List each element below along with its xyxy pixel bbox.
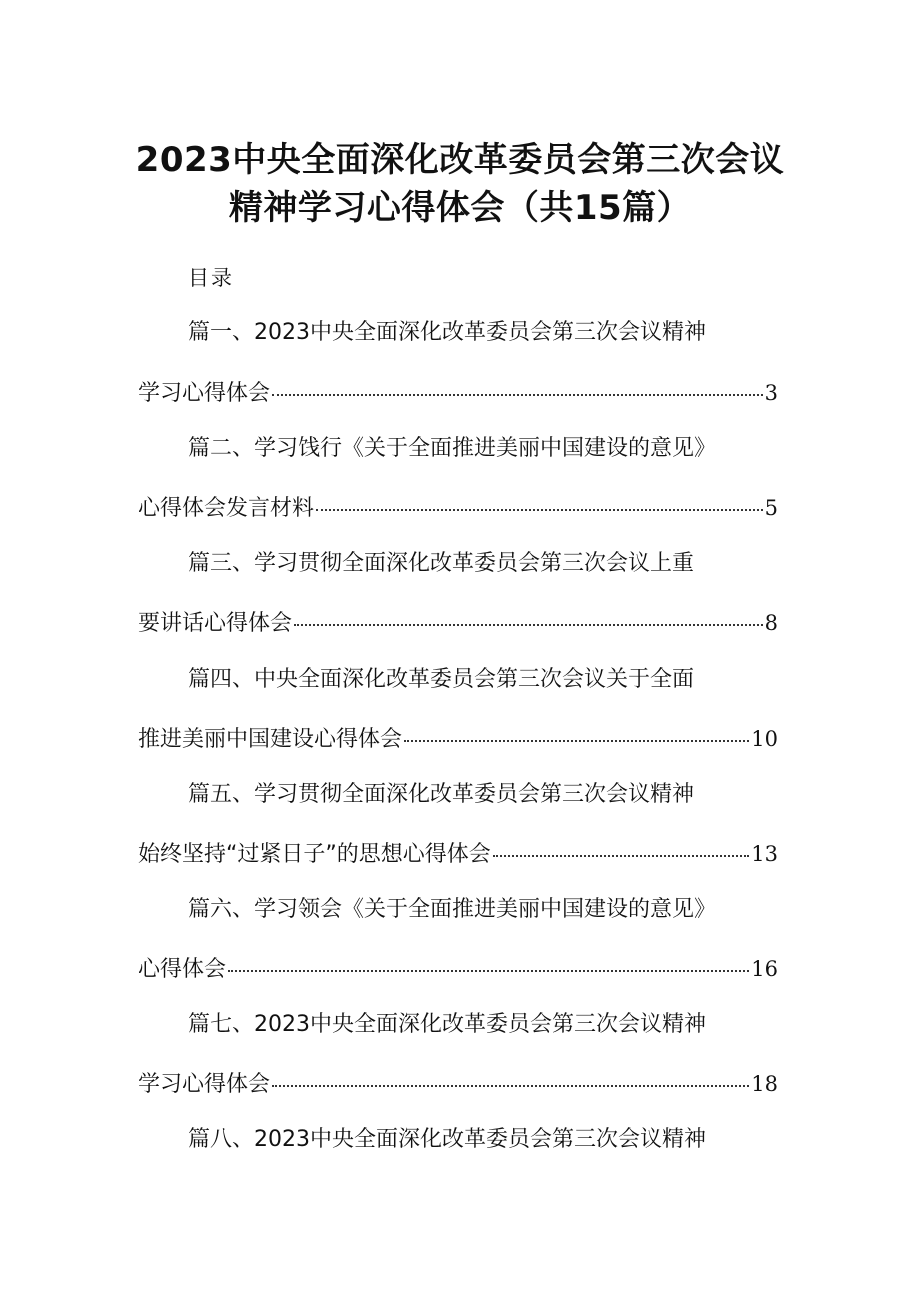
toc-entry-2-title[interactable]: 篇二、学习饯行《关于全面推进美丽中国建设的意见》 bbox=[188, 436, 717, 461]
toc-entry-5-line[interactable] bbox=[138, 839, 778, 870]
toc-entry-2-line[interactable] bbox=[138, 493, 778, 524]
toc-entry-2-leader bbox=[316, 509, 763, 511]
toc-entry-4-title[interactable]: 篇四、中央全面深化改革委员会第三次会议关于全面 bbox=[188, 667, 695, 692]
toc-entry-3-leader bbox=[294, 624, 763, 626]
toc-entry-7-title[interactable]: 篇七、2023中央全面深化改革委员会第三次会议精神 bbox=[188, 1012, 706, 1037]
toc-entry-7-continuation: 学习心得体会 bbox=[138, 1072, 271, 1097]
toc-entry-7-line[interactable] bbox=[138, 1069, 778, 1100]
toc-entry-2-page: 5 bbox=[764, 496, 778, 520]
toc-entry-2-continuation: 心得体会发言材料 bbox=[138, 496, 315, 521]
toc-entry-1-title[interactable]: 篇一、2023中央全面深化改革委员会第三次会议精神 bbox=[188, 320, 706, 345]
toc-entry-1-line[interactable] bbox=[138, 378, 778, 409]
toc-entry-4-page: 10 bbox=[751, 727, 778, 751]
toc-entry-4-line[interactable] bbox=[138, 724, 778, 755]
toc-entry-5-continuation: 始终坚持“过紧日子”的思想心得体会 bbox=[138, 842, 491, 867]
toc-entry-7-leader bbox=[272, 1085, 749, 1087]
toc-entry-3-title[interactable]: 篇三、学习贯彻全面深化改革委员会第三次会议上重 bbox=[188, 551, 695, 576]
toc-entry-7-page: 18 bbox=[751, 1072, 778, 1096]
toc-entry-5-page: 13 bbox=[751, 842, 778, 866]
toc-entry-1-continuation: 学习心得体会 bbox=[138, 381, 271, 406]
toc-entry-8-title[interactable]: 篇八、2023中央全面深化改革委员会第三次会议精神 bbox=[188, 1127, 706, 1152]
toc-entry-3-continuation: 要讲话心得体会 bbox=[138, 611, 293, 636]
toc-entry-6-title[interactable]: 篇六、学习领会《关于全面推进美丽中国建设的意见》 bbox=[188, 897, 717, 922]
toc-entry-1-page: 3 bbox=[764, 381, 778, 405]
document-title-line-2: 精神学习心得体会（共15篇） bbox=[228, 188, 692, 228]
toc-entry-4-leader bbox=[404, 740, 749, 742]
toc-entry-3-page: 8 bbox=[764, 611, 778, 635]
toc-entry-3-line[interactable] bbox=[138, 608, 778, 639]
toc-label: 目录 bbox=[188, 266, 234, 290]
toc-entry-4-continuation: 推进美丽中国建设心得体会 bbox=[138, 727, 403, 752]
toc-entry-6-continuation: 心得体会 bbox=[138, 957, 227, 982]
document-title-line-1: 2023中央全面深化改革委员会第三次会议 bbox=[135, 140, 785, 180]
toc-entry-6-line[interactable] bbox=[138, 954, 778, 985]
toc-entry-5-title[interactable]: 篇五、学习贯彻全面深化改革委员会第三次会议精神 bbox=[188, 782, 695, 807]
toc-entry-1-leader bbox=[272, 394, 763, 396]
toc-entry-6-leader bbox=[228, 970, 749, 972]
toc-entry-6-page: 16 bbox=[751, 957, 778, 981]
toc-entry-5-leader bbox=[493, 855, 749, 857]
